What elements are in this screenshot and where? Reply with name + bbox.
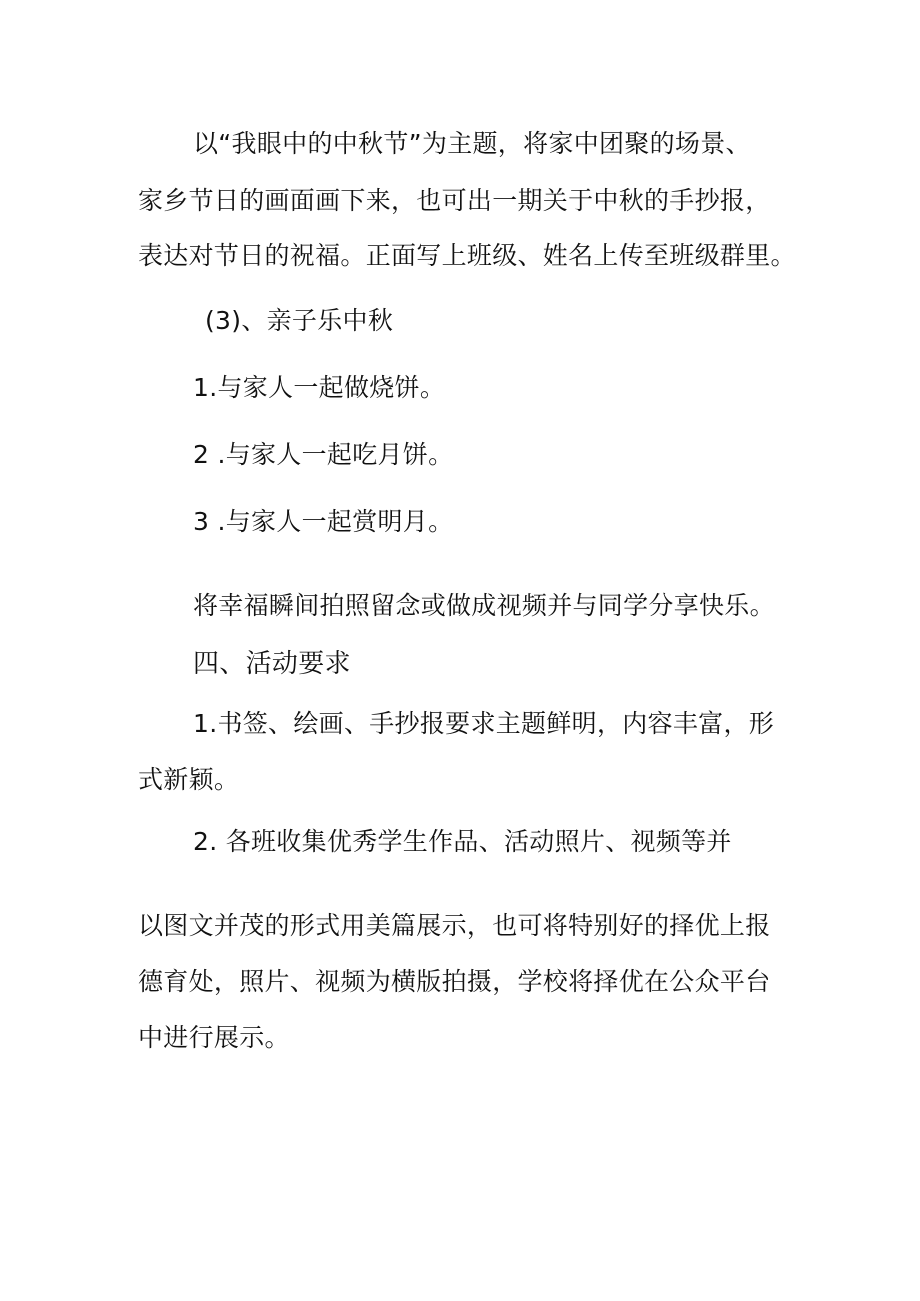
section-heading: 四、活动要求 [193,649,351,679]
requirement-line: 2. 各班收集优秀学生作品、活动照片、视频等并 [193,827,732,856]
list-item: 2 .与家人一起吃月饼。 [193,440,454,469]
requirement-line: 以图文并茂的形式用美篇展示，也可将特别好的择优上报 [138,911,771,940]
share-paragraph: 将幸福瞬间拍照留念或做成视频并与同学分享快乐。 [193,591,775,620]
list-item: 1.与家人一起做烧饼。 [193,373,446,402]
requirement-line: 式新颖。 [138,765,240,794]
requirement-line: 中进行展示。 [138,1023,290,1052]
paragraph-line: 家乡节日的画面画下来，也可出一期关于中秋的手抄报， [138,186,771,215]
list-item: 3 .与家人一起赏明月。 [193,507,454,536]
requirement-line: 德育处，照片、视频为横版拍摄，学校将择优在公众平台 [138,967,771,996]
requirement-line: 1.书签、绘画、手抄报要求主题鲜明，内容丰富，形 [193,709,775,738]
section-title: (3)、亲子乐中秋 [205,306,394,335]
paragraph-line: 表达对节日的祝福。正面写上班级、姓名上传至班级群里。 [138,241,796,270]
paragraph-line: 以“我眼中的中秋节”为主题，将家中团聚的场景、 [193,129,751,158]
